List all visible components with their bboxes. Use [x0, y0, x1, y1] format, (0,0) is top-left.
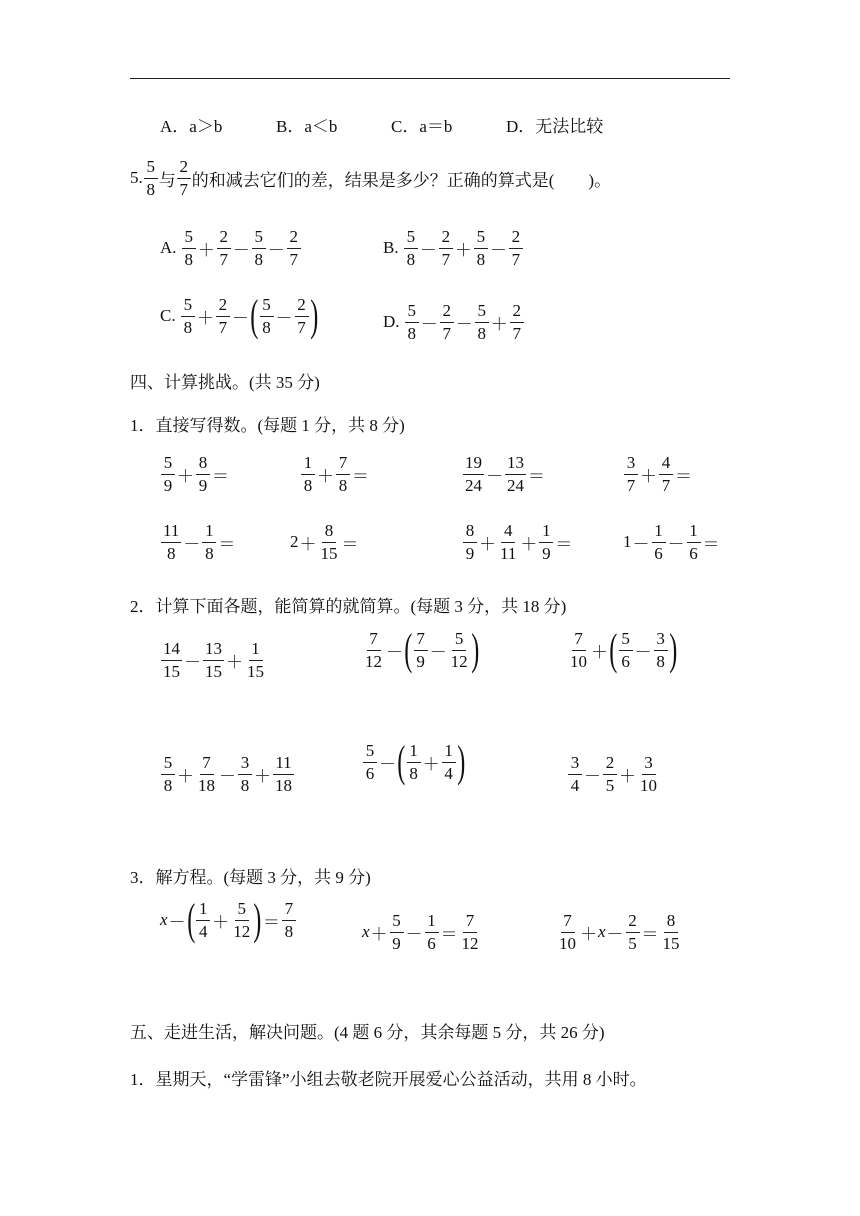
equation-item: x － ( $\frac{1}{4}$ ＋ $\frac{5}{12}$ ) ＝ $\frac{7}{8}$: [160, 898, 297, 942]
q5-link: 与: [158, 170, 176, 190]
fraction: $\frac{5}{8}$: [144, 158, 158, 199]
fraction: $\frac{5}{8}$: [181, 296, 195, 337]
calc-item: $\frac{3}{7}$ ＋ $\frac{4}{7}$ ＝: [623, 454, 693, 495]
calc-item: 2 ＋ $\frac{8}{15}$ ＝: [290, 521, 359, 563]
fraction: $\frac{5}{8}$: [474, 228, 488, 269]
section4-sub3: 3．解方程。(每题 3 分，共 9 分): [130, 868, 371, 887]
option-label: C.: [160, 306, 176, 325]
option-label: A.: [160, 238, 177, 258]
option-label: B.: [383, 238, 399, 258]
section5-title: 五、走进生活，解决问题。(4 题 6 分，其余每题 5 分，共 26 分): [130, 1023, 605, 1042]
section4-sub1: 1．直接写得数。(每题 1 分，共 8 分): [130, 416, 405, 435]
fraction: $\frac{2}{7}$: [177, 158, 191, 199]
fraction: $\frac{5}{8}$: [475, 302, 489, 343]
calc-item: $\frac{19}{24}$ － $\frac{13}{24}$ ＝: [465, 453, 545, 495]
calc-item: $\frac{5}{6}$ － ( $\frac{1}{8}$ ＋ $\frac{1}{4}$ ): [362, 740, 465, 784]
q5-option-b: B. $\frac{5}{8}$ － $\frac{2}{7}$ ＋ $\frac{5}{8}$ － $\frac{2}{7}$: [383, 228, 524, 269]
q5-stem: [130, 158, 611, 199]
fraction: $\frac{2}{7}$: [217, 228, 231, 269]
section4-title: 四、计算挑战。(共 35 分): [130, 373, 320, 392]
calc-item: $\frac{3}{4}$ － $\frac{2}{5}$ ＋ $\frac{3}{10}$: [567, 754, 660, 795]
fraction: $\frac{5}{8}$: [182, 228, 196, 269]
left-paren: (: [250, 291, 259, 340]
fraction: $\frac{2}{7}$: [295, 296, 309, 337]
calc-item: 1 － $\frac{1}{6}$ － $\frac{1}{6}$ ＝: [623, 521, 720, 563]
calc-item: $\frac{11}{8}$ － $\frac{1}{8}$ ＝: [163, 521, 236, 563]
fraction: $\frac{2}{7}$: [287, 228, 301, 269]
calc-item: $\frac{8}{9}$ ＋ $\frac{4}{11}$ ＋ $\frac{1}{9}$ ＝: [462, 522, 573, 563]
calc-item: $\frac{7}{10}$ ＋ ( $\frac{5}{6}$ － $\frac{3}{8}$ ): [570, 625, 678, 674]
calc-item: $\frac{1}{8}$ ＋ $\frac{7}{8}$ ＝: [300, 454, 370, 495]
q5-option-d: D. $\frac{5}{8}$ － $\frac{2}{7}$ － $\frac{5}{8}$ ＋ $\frac{2}{7}$: [383, 302, 525, 343]
top-rule: [130, 78, 730, 79]
q4-option-b: B．a＜b: [276, 117, 338, 136]
fraction: $\frac{2}{7}$: [440, 302, 454, 343]
fraction: $\frac{5}{8}$: [260, 296, 274, 337]
fraction: $\frac{2}{7}$: [216, 296, 230, 337]
fraction: $\frac{5}{8}$: [404, 228, 418, 269]
fraction: $\frac{5}{8}$: [405, 302, 419, 343]
q4-option-c: C．a＝b: [391, 117, 453, 136]
fraction: $\frac{2}{7}$: [510, 302, 524, 343]
q4-option-a: A．a＞b: [160, 117, 223, 136]
equation-item: x ＋ $\frac{5}{9}$ － $\frac{1}{6}$ ＝ $\frac{7}{12}$: [362, 911, 479, 953]
calc-item: $\frac{7}{12}$ － ( $\frac{7}{9}$ － $\frac{5}{12}$ ): [365, 625, 480, 674]
option-label: D.: [383, 312, 400, 332]
equation-item: $\frac{7}{10}$ ＋ x － $\frac{2}{5}$ ＝ $\frac{8}{15}$: [559, 911, 680, 953]
calc-item: $\frac{14}{15}$ － $\frac{13}{15}$ ＋ $\frac{1}{15}$: [163, 639, 264, 681]
section5-q1: 1．星期天，“学雷锋”小组去敬老院开展爱心公益活动，共用 8 小时。: [130, 1070, 647, 1089]
fraction: $\frac{2}{7}$: [509, 228, 523, 269]
q4-option-d: D．无法比较: [506, 117, 604, 136]
q5-option-a: A. $\frac{5}{8}$ ＋ $\frac{2}{7}$ － $\frac{5}{8}$ － $\frac{2}{7}$: [160, 228, 302, 269]
calc-item: $\frac{5}{9}$ ＋ $\frac{8}{9}$ ＝: [160, 454, 230, 495]
q5-option-c: C. $\frac{5}{8}$ ＋ $\frac{2}{7}$ － ( $\frac{5}{8}$ － $\frac{2}{7}$ ): [160, 291, 318, 340]
q5-number: 5.: [130, 168, 143, 188]
calc-item: $\frac{5}{8}$ ＋ $\frac{7}{18}$ － $\frac{3}{8}$ ＋ $\frac{11}{18}$: [160, 754, 295, 795]
fraction: $\frac{5}{8}$: [252, 228, 266, 269]
q5-text: 的和减去它们的差，结果是多少？正确的算式是( )。: [191, 170, 612, 190]
section4-sub2: 2．计算下面各题，能简算的就简算。(每题 3 分，共 18 分): [130, 597, 567, 616]
fraction: $\frac{2}{7}$: [439, 228, 453, 269]
right-paren: ): [309, 291, 318, 340]
